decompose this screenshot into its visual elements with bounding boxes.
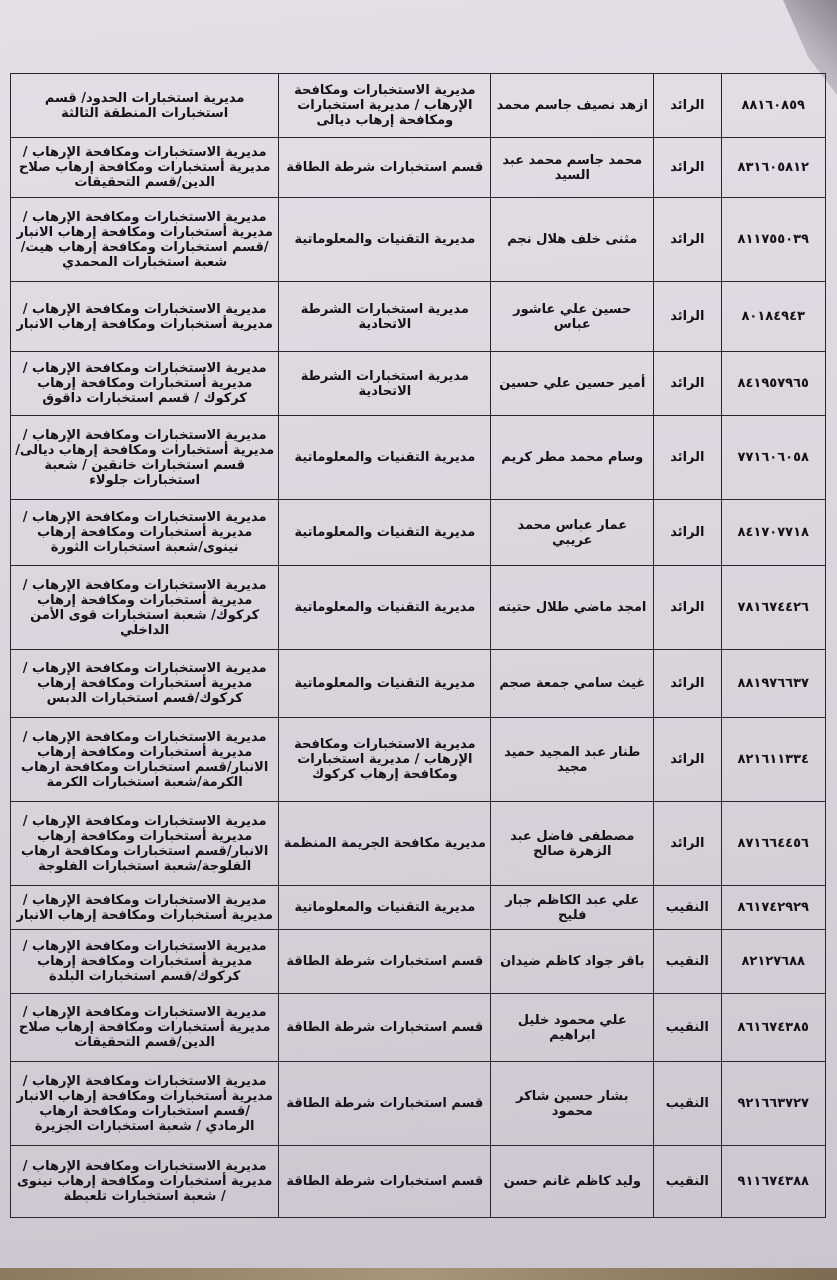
table-row (11, 802, 826, 886)
current-unit-cell: مديرية الاستخبارات ومكافحة الإرهاب / مديرية استخبارات ومكافحة إرهاب كركوك (279, 718, 491, 802)
table-row (11, 566, 826, 650)
table-row (11, 718, 826, 802)
rank-cell: النقيب (654, 1062, 721, 1146)
current-unit-cell: قسم استخبارات شرطة الطاقة (279, 138, 491, 198)
id-number-cell: ٩٢١٦٦٣٧٢٧ (721, 1062, 826, 1146)
rank-cell: النقيب (654, 886, 721, 930)
current-unit-cell: مديرية الاستخبارات ومكافحة الإرهاب / مديرية استخبارات ومكافحة إرهاب ديالى (279, 74, 491, 138)
assignment-cell: مديرية الاستخبارات ومكافحة الإرهاب / مديرية أستخبارات ومكافحة إرهاب الانبار (11, 886, 279, 930)
assignment-cell: مديرية الاستخبارات ومكافحة الإرهاب / مديرية أستخبارات ومكافحة إرهاب كركوك/ شعبة استخبارات قوى الأمن الداخلي (11, 566, 279, 650)
name-cell: محمد جاسم محمد عبد السيد (491, 138, 654, 198)
id-number-cell: ٨٠١٨٤٩٤٣ (721, 282, 826, 352)
rank-cell: الرائد (654, 282, 721, 352)
id-number-cell: ٧٨١٦٧٤٤٢٦ (721, 566, 826, 650)
table-row (11, 1146, 826, 1218)
name-cell: باقر جواد كاظم ضيدان (491, 930, 654, 994)
id-number-cell: ٨٢١٢٧٦٨٨ (721, 930, 826, 994)
assignment-cell: مديرية الاستخبارات ومكافحة الإرهاب / مديرية أستخبارات ومكافحة إرهاب كركوك/قسم استخبارات البلدة (11, 930, 279, 994)
assignment-cell: مديرية الاستخبارات ومكافحة الإرهاب / مديرية أستخبارات ومكافحة إرهاب كركوك / قسم استخبارات داقوق (11, 352, 279, 416)
name-cell: امجد ماضي طلال حتيته (491, 566, 654, 650)
table-row (11, 198, 826, 282)
rank-cell: الرائد (654, 566, 721, 650)
table-row (11, 1062, 826, 1146)
assignment-cell: مديرية الاستخبارات ومكافحة الإرهاب / مديرية أستخبارات ومكافحة إرهاب نينوى/شعبة استخبارات الثورة (11, 500, 279, 566)
id-number-cell: ٨٣١٦٠٥٨١٢ (721, 138, 826, 198)
table-row (11, 930, 826, 994)
table-row (11, 650, 826, 718)
assignment-cell: مديرية استخبارات الحدود/ قسم استخبارات المنطقة الثالثة (11, 74, 279, 138)
table-row (11, 74, 826, 138)
id-number-cell: ٨٦١٦٧٤٣٨٥ (721, 994, 826, 1062)
id-number-cell: ٨٤١٩٥٧٩٦٥ (721, 352, 826, 416)
rank-cell: الرائد (654, 500, 721, 566)
name-cell: علي عبد الكاظم جبار فليح (491, 886, 654, 930)
table-row (11, 500, 826, 566)
rank-cell: الرائد (654, 352, 721, 416)
name-cell: ازهد نصيف جاسم محمد (491, 74, 654, 138)
current-unit-cell: مديرية مكافحة الجريمة المنظمة (279, 802, 491, 886)
id-number-cell: ٨٤١٧٠٧٧١٨ (721, 500, 826, 566)
assignment-cell: مديرية الاستخبارات ومكافحة الإرهاب / مديرية أستخبارات ومكافحة إرهاب صلاح الدين/قسم التحقيقات (11, 994, 279, 1062)
current-unit-cell: مديرية التقنيات والمعلوماتية (279, 650, 491, 718)
assignment-cell: مديرية الاستخبارات ومكافحة الإرهاب / مديرية أستخبارات ومكافحة إرهاب نينوى / شعبة استخبارات تلعبطة (11, 1146, 279, 1218)
rank-cell: النقيب (654, 930, 721, 994)
current-unit-cell: مديرية التقنيات والمعلوماتية (279, 500, 491, 566)
name-cell: وليد كاظم غانم حسن (491, 1146, 654, 1218)
current-unit-cell: مديرية استخبارات الشرطة الاتحادية (279, 282, 491, 352)
id-number-cell: ٨٨١٩٧٦٦٣٧ (721, 650, 826, 718)
table-row (11, 886, 826, 930)
assignment-cell: مديرية الاستخبارات ومكافحة الإرهاب / مديرية أستخبارات ومكافحة إرهاب صلاح الدين/قسم التحقيقات (11, 138, 279, 198)
current-unit-cell: مديرية التقنيات والمعلوماتية (279, 416, 491, 500)
rank-cell: النقيب (654, 994, 721, 1062)
current-unit-cell: مديرية استخبارات الشرطة الاتحادية (279, 352, 491, 416)
name-cell: عمار عباس محمد عريبي (491, 500, 654, 566)
assignment-cell: مديرية الاستخبارات ومكافحة الإرهاب / مديرية أستخبارات ومكافحة إرهاب الانبار/قسم استخبارات ومكافحة ارهاب الفلوجة/شعبة استخبارات الفلوجة (11, 802, 279, 886)
rank-cell: الرائد (654, 718, 721, 802)
table-row (11, 282, 826, 352)
rank-cell: النقيب (654, 1146, 721, 1218)
current-unit-cell: قسم استخبارات شرطة الطاقة (279, 1146, 491, 1218)
table-row (11, 138, 826, 198)
assignment-cell: مديرية الاستخبارات ومكافحة الإرهاب / مديرية أستخبارات ومكافحة إرهاب الانبار /قسم استخبارات ومكافحة ارهاب الرمادي / شعبة استخبارات الجزيرة (11, 1062, 279, 1146)
name-cell: مصطفى فاضل عبد الزهرة صالح (491, 802, 654, 886)
current-unit-cell: مديرية التقنيات والمعلوماتية (279, 886, 491, 930)
table-row (11, 416, 826, 500)
current-unit-cell: مديرية التقنيات والمعلوماتية (279, 198, 491, 282)
assignment-cell: مديرية الاستخبارات ومكافحة الإرهاب / مديرية أستخبارات ومكافحة إرهاب الانبار (11, 282, 279, 352)
name-cell: علي محمود خليل ابراهيم (491, 994, 654, 1062)
assignment-cell: مديرية الاستخبارات ومكافحة الإرهاب / مديرية أستخبارات ومكافحة إرهاب الانبار /قسم استخبارات ومكافحة إرهاب هيت/شعبة استخبارات المحمدي (11, 198, 279, 282)
table-row (11, 994, 826, 1062)
current-unit-cell: قسم استخبارات شرطة الطاقة (279, 1062, 491, 1146)
name-cell: طنار عبد المجيد حميد مجيد (491, 718, 654, 802)
table-row (11, 352, 826, 416)
name-cell: غيث سامي جمعة صجم (491, 650, 654, 718)
name-cell: وسام محمد مطر كريم (491, 416, 654, 500)
name-cell: حسين علي عاشور عباس (491, 282, 654, 352)
name-cell: بشار حسين شاكر محمود (491, 1062, 654, 1146)
assignment-cell: مديرية الاستخبارات ومكافحة الإرهاب / مديرية أستخبارات ومكافحة إرهاب ديالى/قسم استخبارات خانقين / شعبة استخبارات جلولاء (11, 416, 279, 500)
assignment-cell: مديرية الاستخبارات ومكافحة الإرهاب / مديرية أستخبارات ومكافحة إرهاب كركوك/قسم استخبارات الدبس (11, 650, 279, 718)
current-unit-cell: قسم استخبارات شرطة الطاقة (279, 930, 491, 994)
id-number-cell: ٧٧١٦٠٦٠٥٨ (721, 416, 826, 500)
id-number-cell: ٨٦١٧٤٢٩٢٩ (721, 886, 826, 930)
id-number-cell: ٨١١٧٥٥٠٣٩ (721, 198, 826, 282)
rank-cell: الرائد (654, 650, 721, 718)
name-cell: مثنى خلف هلال نجم (491, 198, 654, 282)
id-number-cell: ٨٨١٦٠٨٥٩ (721, 74, 826, 138)
name-cell: أمير حسين علي حسين (491, 352, 654, 416)
personnel-table (10, 73, 826, 1218)
id-number-cell: ٨٧١٦٦٤٤٥٦ (721, 802, 826, 886)
table-surface (0, 1268, 837, 1280)
assignment-cell: مديرية الاستخبارات ومكافحة الإرهاب / مديرية أستخبارات ومكافحة إرهاب الانبار/قسم استخبارات ومكافحة ارهاب الكرمة/شعبة استخبارات الكرمة (11, 718, 279, 802)
rank-cell: الرائد (654, 198, 721, 282)
rank-cell: الرائد (654, 74, 721, 138)
id-number-cell: ٨٢١٦١١٣٣٤ (721, 718, 826, 802)
current-unit-cell: قسم استخبارات شرطة الطاقة (279, 994, 491, 1062)
id-number-cell: ٩١١٦٧٤٣٨٨ (721, 1146, 826, 1218)
rank-cell: الرائد (654, 416, 721, 500)
current-unit-cell: مديرية التقنيات والمعلوماتية (279, 566, 491, 650)
rank-cell: الرائد (654, 138, 721, 198)
rank-cell: الرائد (654, 802, 721, 886)
